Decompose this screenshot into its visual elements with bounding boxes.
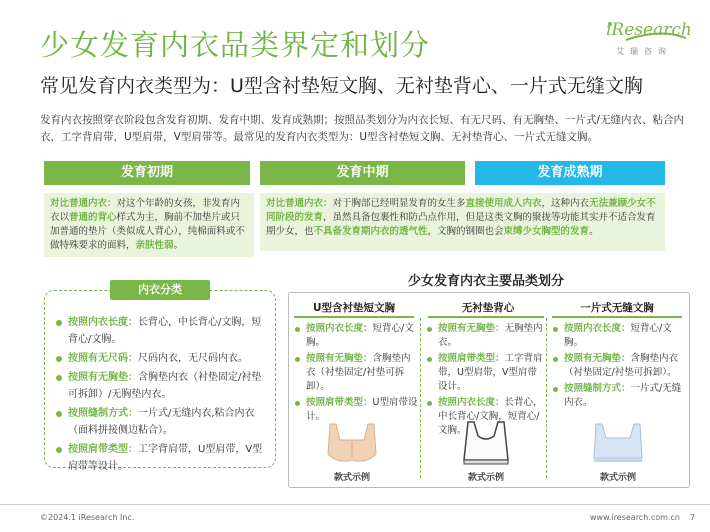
category-item	[54, 441, 270, 475]
example-label: 款式示例	[333, 473, 370, 483]
feature-item	[426, 322, 544, 350]
divider	[420, 318, 421, 478]
feature-text: 长背心，中长背心/文胸，短背心/文胸。	[438, 397, 543, 436]
main-title: 少女发育内衣主要品类划分	[408, 274, 565, 289]
category-text: 尺码内衣，无尺码内衣。	[138, 353, 248, 364]
stage-mid-text-2: ，这种内衣	[541, 198, 590, 209]
stage-mid-highlight-4: 束缚少女胸型的发育	[503, 226, 590, 237]
feature-item	[294, 352, 418, 394]
feature-text: 短背心/文胸。	[306, 323, 414, 348]
stage-mid-text-3: ，虽然具备包裹性和防凸点作用，但是这类文胸的聚拢等功能其实并不适合发育期少女，也	[266, 212, 656, 237]
stage-mid-header	[260, 161, 465, 185]
stage-early-label: 发育初期	[44, 161, 250, 185]
feature-text: 一片式/无缝内衣。	[564, 383, 682, 408]
stage-early-text-3: 。	[173, 240, 184, 251]
feature-text: 无胸垫内衣。	[438, 323, 543, 348]
stage-early-text-2: 样式为主，胸前不加垫片或只加普通的垫片（类似成人背心），纯棉面料或不做特殊要求的面料，	[50, 212, 245, 251]
stage-mid-highlight-3: 不具备发育期内衣的透气性	[313, 226, 428, 237]
stage-mid-text-4: ，文胸的钢圈也会	[427, 226, 504, 237]
stage-mid-text-5: 。	[589, 226, 599, 237]
stage-early-text-1: 对这个年龄的女孩，非发育内衣以	[50, 198, 241, 223]
category-item	[54, 350, 270, 367]
feature-text: 工字背肩带，U型肩带，V型肩带设计。	[438, 353, 543, 392]
divider	[294, 316, 414, 318]
stage-mid-highlight-1: 直接使用成人内衣	[465, 198, 542, 209]
stage-mid-highlight-2: 无法兼顾少女不同阶段的发育	[266, 198, 656, 223]
categories-pill: 内衣分类	[110, 280, 210, 300]
stage-early-box	[44, 193, 254, 257]
feature-text: U型肩带设计。	[306, 397, 418, 422]
category-item	[54, 369, 270, 403]
feature-item	[426, 352, 544, 394]
feature-key: 按照肩带类型：	[306, 397, 373, 408]
col-u-type-list	[294, 322, 418, 426]
stage-mid-box	[260, 193, 665, 251]
feature-key: 按照内衣长度：	[306, 323, 373, 334]
intro-paragraph: 发育内衣按照穿衣阶段包含发育初期、发育中期、发育成熟期；按照品类划分为内衣长短、有无尺码、有无胸垫、一片式/无缝内衣、粘合内衣，工字背肩带，U型肩带，V型肩带等。最常见的发育内衣类型为：U型含衬垫短文胸、无衬垫背心、一片式无缝文胸。	[40, 114, 685, 143]
category-key: 按照有无胸垫：	[68, 372, 138, 383]
iresearch-logo	[606, 18, 692, 62]
col-seamless-header: 一片式无缝文胸	[580, 302, 654, 314]
category-item	[54, 405, 270, 439]
footer-divider	[0, 504, 710, 505]
feature-item	[552, 382, 684, 410]
feature-key: 按照有无胸垫：	[306, 353, 373, 364]
stage-early-lead: 对比普通内衣：	[50, 198, 117, 209]
category-key: 按照缝制方式：	[68, 408, 138, 419]
feature-key: 按照缝制方式：	[564, 383, 631, 394]
no-pad-vest-image	[458, 418, 514, 468]
feature-key: 按照内衣长度：	[438, 397, 505, 408]
category-text: 含胸垫内衣（衬垫固定/衬垫可拆卸）/无胸垫内衣。	[68, 372, 262, 400]
divider	[428, 316, 544, 318]
col-u-type-header: U型含衬垫短文胸	[312, 302, 396, 314]
categories-list	[54, 314, 270, 477]
page-title: 少女发育内衣品类界定和划分	[40, 28, 431, 62]
stage-mature-header	[475, 161, 665, 185]
example-label: 款式示例	[467, 473, 504, 483]
seamless-bra-image	[588, 420, 648, 466]
logo-subtext: 艾瑞咨询	[616, 47, 672, 56]
category-key: 按照肩带类型：	[68, 444, 138, 455]
stage-mid-lead: 对比普通内衣：	[266, 198, 333, 209]
feature-key: 按照有无胸垫：	[438, 323, 505, 334]
stage-mid-text-1: 对于胸部已经明显发育的女生多	[332, 198, 466, 209]
page-subtitle: 常见发育内衣类型为：U型含衬垫短文胸、无衬垫背心、一片式无缝文胸	[40, 75, 643, 97]
u-type-bra-image	[322, 420, 382, 466]
footer-copyright: ©2024.1 iResearch Inc.	[40, 513, 135, 522]
category-key: 按照内衣长度：	[68, 317, 138, 328]
footer-url[interactable]: www.iresearch.com.cn	[590, 513, 680, 522]
divider	[552, 316, 682, 318]
category-key: 按照有无尺码：	[68, 353, 138, 364]
feature-text: 含胸垫内衣（衬垫固定/衬垫可拆卸）。	[306, 353, 411, 392]
stage-mid-label: 发育中期	[260, 161, 465, 185]
divider	[546, 318, 547, 478]
feature-key: 按照有无胸垫：	[564, 353, 631, 364]
example-label: 款式示例	[599, 473, 636, 483]
feature-text: 含胸垫内衣（衬垫固定/衬垫可拆卸）。	[564, 353, 679, 378]
page-number: 7	[690, 513, 696, 522]
feature-item	[552, 322, 684, 350]
feature-text: 短背心/文胸。	[564, 323, 672, 348]
stage-early-highlight-2: 亲肤性弱	[135, 240, 174, 251]
category-text: 长背心，中长背心/文胸，短背心/文胸。	[68, 317, 262, 345]
feature-item	[552, 352, 684, 380]
stage-mature-label: 发育成熟期	[475, 161, 665, 185]
feature-item	[294, 322, 418, 350]
col-seamless-list	[552, 322, 684, 412]
feature-key: 按照内衣长度：	[564, 323, 631, 334]
category-text: 一片式/无缝内衣,粘合内衣（面料拼接侧边粘合）。	[68, 408, 255, 436]
stage-early-header	[44, 161, 250, 185]
category-text: 工字背肩带，U型肩带，V型肩带等设计。	[68, 444, 263, 472]
feature-key: 按照肩带类型：	[438, 353, 505, 364]
stage-early-highlight-1: 普通的背心	[69, 212, 117, 223]
col-no-pad-header: 无衬垫背心	[461, 302, 515, 314]
category-item	[54, 314, 270, 348]
logo-brand: iResearch	[606, 20, 692, 40]
